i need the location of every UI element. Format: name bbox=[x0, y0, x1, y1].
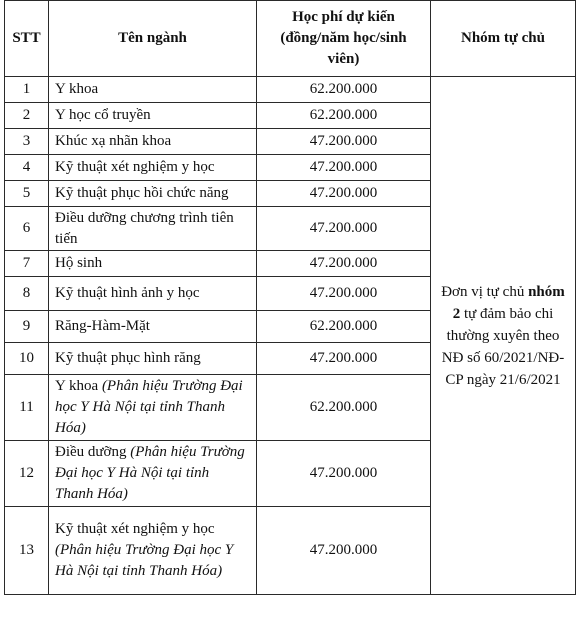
major-name: Kỹ thuật phục hình răng bbox=[55, 350, 201, 366]
row-name bbox=[49, 277, 257, 311]
row-stt: 9 bbox=[5, 311, 49, 343]
row-name bbox=[49, 507, 257, 595]
row-stt: 6 bbox=[5, 207, 49, 251]
header-group: Nhóm tự chủ bbox=[431, 1, 576, 77]
major-name: Răng-Hàm-Mặt bbox=[55, 318, 150, 334]
row-name bbox=[49, 77, 257, 103]
major-campus-note: (Phân hiệu Trường Đại học Y Hà Nội tại tỉnh Thanh Hóa) bbox=[55, 444, 245, 502]
row-name bbox=[49, 207, 257, 251]
header-name: Tên ngành bbox=[49, 1, 257, 77]
row-fee: 62.200.000 bbox=[257, 311, 431, 343]
row-stt: 12 bbox=[5, 441, 49, 507]
major-campus-note: (Phân hiệu Trường Đại học Y Hà Nội tại tỉnh Thanh Hóa) bbox=[55, 378, 243, 436]
major-name: Y khoa bbox=[55, 81, 99, 97]
row-name bbox=[49, 375, 257, 441]
row-name bbox=[49, 441, 257, 507]
major-name: Điều dưỡng bbox=[55, 444, 127, 460]
row-name bbox=[49, 155, 257, 181]
header-row bbox=[5, 1, 576, 77]
row-stt: 7 bbox=[5, 251, 49, 277]
group-text-bold: nhóm 2 bbox=[452, 283, 565, 322]
row-fee: 47.200.000 bbox=[257, 507, 431, 595]
group-text-after: tự đảm bảo chi thường xuyên theo NĐ số 60/2021/NĐ-CP ngày 21/6/2021 bbox=[441, 305, 565, 388]
major-name: Y khoa bbox=[55, 378, 99, 394]
row-stt: 13 bbox=[5, 507, 49, 595]
autonomy-group-cell bbox=[431, 77, 576, 595]
major-name: Điều dưỡng chương trình tiên tiến bbox=[55, 209, 234, 247]
row-name bbox=[49, 103, 257, 129]
major-name: Kỹ thuật xét nghiệm y học bbox=[55, 521, 215, 537]
row-name bbox=[49, 311, 257, 343]
row-stt: 8 bbox=[5, 277, 49, 311]
row-fee: 62.200.000 bbox=[257, 77, 431, 103]
row-stt: 2 bbox=[5, 103, 49, 129]
major-name: Hộ sinh bbox=[55, 255, 103, 271]
header-stt: STT bbox=[5, 1, 49, 77]
row-name bbox=[49, 181, 257, 207]
table-row bbox=[5, 77, 576, 103]
major-name: Kỹ thuật phục hồi chức năng bbox=[55, 185, 229, 201]
row-name bbox=[49, 343, 257, 375]
row-name bbox=[49, 251, 257, 277]
group-text-before: Đơn vị tự chủ bbox=[441, 283, 525, 300]
row-stt: 10 bbox=[5, 343, 49, 375]
row-stt: 3 bbox=[5, 129, 49, 155]
major-name: Kỹ thuật hình ảnh y học bbox=[55, 285, 200, 301]
major-name: Y học cổ truyền bbox=[55, 107, 151, 123]
row-fee: 47.200.000 bbox=[257, 181, 431, 207]
row-fee: 47.200.000 bbox=[257, 343, 431, 375]
major-name: Kỹ thuật xét nghiệm y học bbox=[55, 159, 215, 175]
tuition-table bbox=[4, 0, 576, 595]
row-fee: 47.200.000 bbox=[257, 207, 431, 251]
row-fee: 47.200.000 bbox=[257, 129, 431, 155]
row-fee: 62.200.000 bbox=[257, 375, 431, 441]
row-stt: 1 bbox=[5, 77, 49, 103]
major-campus-note: (Phân hiệu Trường Đại học Y Hà Nội tại tỉnh Thanh Hóa) bbox=[55, 542, 234, 579]
row-fee: 47.200.000 bbox=[257, 155, 431, 181]
row-stt: 11 bbox=[5, 375, 49, 441]
row-fee: 62.200.000 bbox=[257, 103, 431, 129]
row-stt: 4 bbox=[5, 155, 49, 181]
row-stt: 5 bbox=[5, 181, 49, 207]
row-fee: 47.200.000 bbox=[257, 277, 431, 311]
row-fee: 47.200.000 bbox=[257, 441, 431, 507]
row-fee: 47.200.000 bbox=[257, 251, 431, 277]
row-name bbox=[49, 129, 257, 155]
major-name: Khúc xạ nhãn khoa bbox=[55, 133, 172, 149]
header-fee: Học phí dự kiến (đồng/năm học/sinh viên) bbox=[257, 1, 431, 77]
